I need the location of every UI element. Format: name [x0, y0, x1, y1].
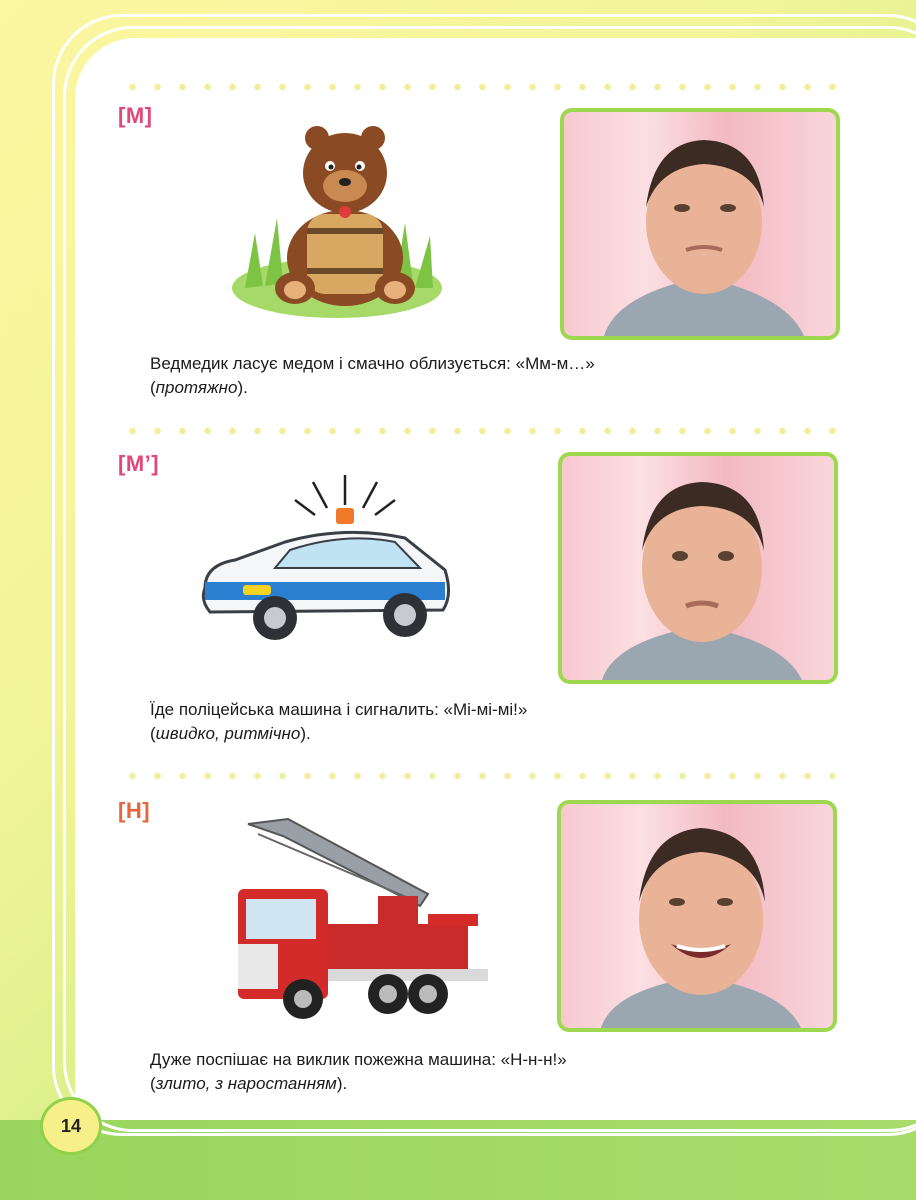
sound-label: [Н]: [118, 798, 151, 823]
section-caption: [150, 698, 790, 746]
caption-text: Дуже поспішає на виклик пожежна машина: «Н-н-н!»: [150, 1050, 567, 1069]
page-number: 14: [40, 1097, 102, 1155]
child-articulation-photo: [557, 800, 837, 1032]
caption-text: Ведмедик ласує медом і смачно облизується: «Мм-м…»: [150, 354, 595, 373]
caption-paren: (: [150, 1074, 156, 1093]
bear-with-honey-barrel-illustration: [225, 118, 450, 328]
police-car-illustration: [195, 470, 455, 650]
dotted-divider: [120, 83, 840, 91]
caption-text: Їде поліцейська машина і сигналить: «Мі-мі-мі!»: [150, 700, 528, 719]
caption-paren: (: [150, 378, 156, 397]
dotted-divider: [120, 427, 840, 435]
caption-paren: ).: [300, 724, 311, 743]
caption-note: протяжно: [155, 378, 238, 397]
caption-paren: (: [150, 724, 156, 743]
section-caption: [150, 1048, 790, 1096]
caption-paren: ).: [237, 378, 248, 397]
sound-label: [М’]: [118, 451, 160, 476]
child-articulation-photo: [560, 108, 840, 340]
section-caption: [150, 352, 790, 400]
caption-note: швидко, ритмічно: [155, 724, 301, 743]
caption-note: злито, з наростанням: [155, 1074, 337, 1093]
dotted-divider: [120, 772, 840, 780]
caption-paren: ).: [336, 1074, 348, 1093]
sound-label: [М]: [118, 103, 153, 128]
fire-truck-illustration: [228, 804, 488, 1026]
child-articulation-photo: [558, 452, 838, 684]
